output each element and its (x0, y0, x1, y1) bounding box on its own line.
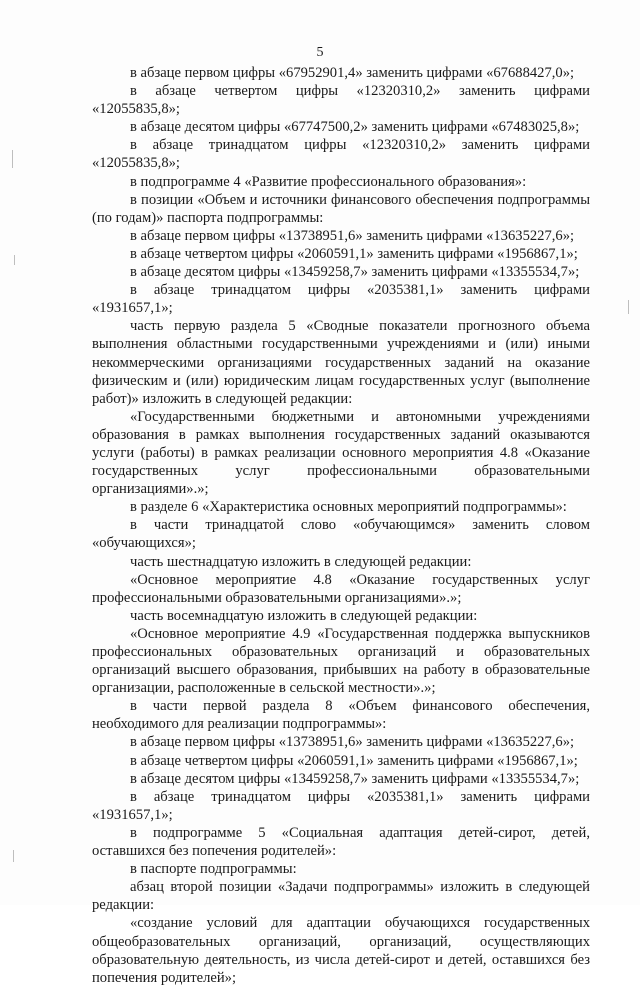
paragraph: в абзаце десятом цифры «13459258,7» заменить цифрами «13355534,7»; (130, 770, 580, 787)
document-body (92, 64, 590, 987)
page-number: 5 (316, 45, 324, 60)
paragraph: в абзаце четвертом цифры «2060591,1» заменить цифрами «1956867,1»; (130, 245, 578, 262)
scan-artifact (12, 150, 13, 168)
paragraph: в абзаце тринадцатом цифры «2035381,1» заменить цифрами «1931657,1»; (92, 788, 590, 823)
paragraph: в абзаце первом цифры «13738951,6» заменить цифрами «13635227,6»; (130, 734, 575, 751)
paragraph: абзац второй позиции «Задачи подпрограммы» изложить в следующей редакции: (92, 879, 590, 914)
paragraph: «Государственными бюджетными и автономными учреждениями образования в рамках выполнения государственных заданий оказываются услуги (работы) в рамках реализации основного мероприятия 4.8 «Оказание государственных услуг профессиональными образовательными организациями».»; (92, 408, 590, 498)
paragraph: часть шестнадцатую изложить в следующей редакции: (130, 553, 472, 570)
scan-artifact (14, 255, 15, 265)
paragraph: в абзаце первом цифры «67952901,4» заменить цифрами «67688427,0»; (130, 65, 575, 81)
paragraph: в абзаце десятом цифры «13459258,7» заменить цифрами «13355534,7»; (130, 264, 580, 281)
paragraph: в абзаце тринадцатом цифры «2035381,1» заменить цифрами «1931657,1»; (92, 282, 590, 317)
paragraph: в подпрограмме 4 «Развитие профессионального образования»: (130, 173, 527, 190)
paragraph: «создание условий для адаптации обучающихся государственных общеобразовательных организаций, организаций, осуществляющих образовательную деятельность, из числа детей-сирот и детей, оставшихся без попечения родителей»; (92, 915, 590, 986)
paragraph: в части первой раздела 8 «Объем финансового обеспечения, необходимого для реализации подпрограммы»: (92, 698, 590, 733)
paragraph: в абзаце десятом цифры «67747500,2» заменить цифрами «67483025,8»; (130, 119, 580, 136)
paragraph: в части тринадцатой слово «обучающимся» заменить словом «обучающихся»; (92, 517, 590, 552)
paragraph: в паспорте подпрограммы: (130, 861, 297, 878)
paragraph: «Основное мероприятие 4.8 «Оказание государственных услуг профессиональными образовательными организациями».»; (92, 571, 590, 606)
paragraph: в подпрограмме 5 «Социальная адаптация детей-сирот, детей, оставшихся без попечения родителей»: (92, 824, 590, 860)
paragraph: в абзаце четвертом цифры «2060591,1» заменить цифрами «1956867,1»; (130, 752, 578, 769)
scan-artifact (13, 850, 14, 862)
scan-artifact (628, 300, 629, 314)
paragraph: часть восемнадцатую изложить в следующей редакции: (130, 607, 478, 624)
paragraph: «Основное мероприятие 4.9 «Государственная поддержка выпускников профессиональных образовательных организаций и образовательных организаций высшего образования, прибывших на работу в образовательные организации, расположенные в сельской местности».»; (92, 625, 590, 697)
paragraph: часть первую раздела 5 «Сводные показатели прогнозного объема выполнения областными государственными учреждениями и (или) иными некоммерческими организациями государственных заданий на оказание физическим и (или) юридическим лицам государственных услуг (выполнение работ)» изложить в следующей редакции: (92, 318, 590, 407)
paragraph: в абзаце первом цифры «13738951,6» заменить цифрами «13635227,6»; (130, 227, 575, 244)
paragraph: в абзаце тринадцатом цифры «12320310,2» заменить цифрами «12055835,8»; (92, 137, 590, 172)
paragraph: в позиции «Объем и источники финансового обеспечения подпрограммы (по годам)» паспорта подпрограммы: (92, 191, 590, 226)
paragraph: в абзаце четвертом цифры «12320310,2» заменить цифрами «12055835,8»; (92, 83, 590, 118)
paragraph: в разделе 6 «Характеристика основных мероприятий подпрограммы»: (130, 499, 567, 516)
